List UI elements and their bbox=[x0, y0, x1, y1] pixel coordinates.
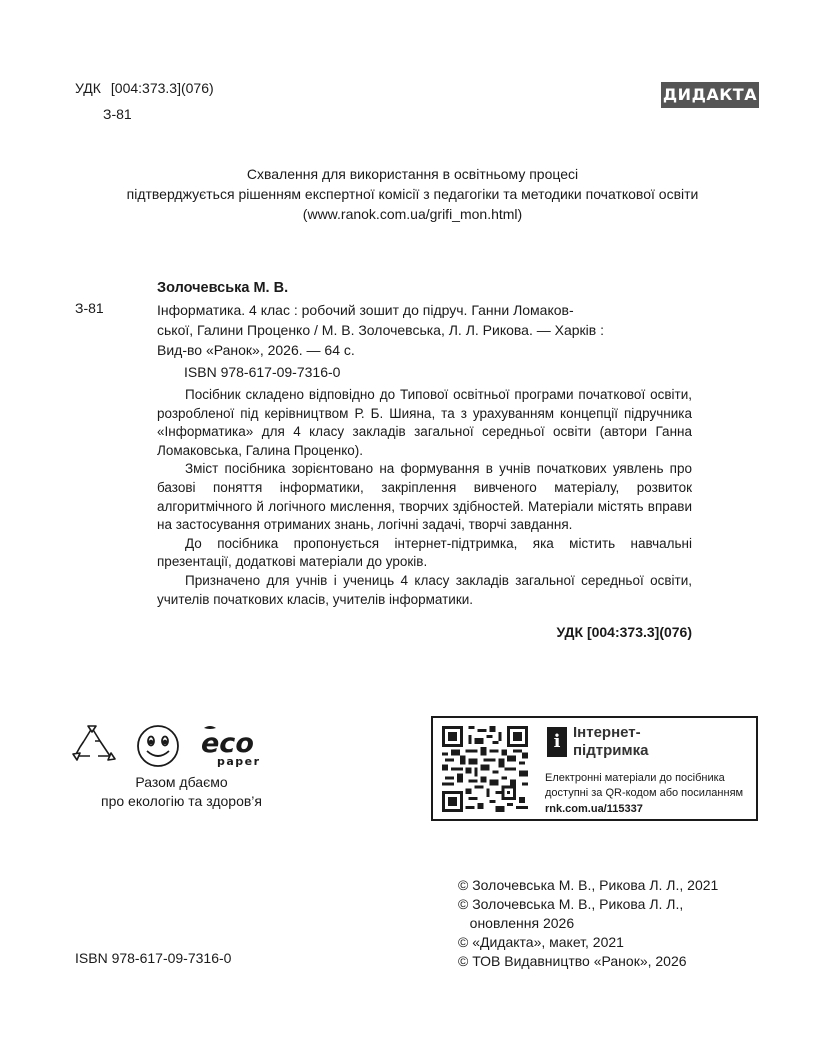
internet-support-box bbox=[431, 716, 758, 821]
recycle-icon bbox=[73, 726, 115, 760]
publisher-logo: ДИДАКТА bbox=[661, 82, 759, 108]
eco-caption bbox=[74, 773, 289, 811]
eco-caption-line: про екологію та здоров’я bbox=[100, 793, 262, 809]
qr-code[interactable] bbox=[442, 726, 528, 812]
copyright-line: © ТОВ Видавництво «Ранок», 2026 bbox=[458, 953, 687, 969]
copyright-line: оновлення 2026 bbox=[458, 915, 575, 931]
support-description bbox=[545, 771, 743, 801]
citation-line: Інформатика. 4 клас : робочий зошит до підруч. Ганни Ломаков- bbox=[157, 302, 574, 318]
eco-icons bbox=[70, 722, 290, 777]
abstract-paragraph: Зміст посібника зорієнтовано на формування в учнів початкових уявлень про базові поняття інформатики, закріплення вивченого матеріалу, розвиток алгоритмічного й логічного мислення, творчих здібностей. Матеріали містять вправи на застосування отриманих знань, логічні задачі, творчі завдання. bbox=[157, 461, 692, 533]
support-title bbox=[573, 724, 648, 760]
smiley-icon bbox=[138, 726, 178, 766]
eco-paper-logo bbox=[201, 726, 261, 768]
udk-header bbox=[75, 80, 224, 97]
abstract-paragraph: Призначено для учнів і учениць 4 класу закладів загальної середньої освіти, учителів початкових класів, учителів інформатики. bbox=[157, 572, 692, 607]
abstract bbox=[157, 386, 692, 609]
approval-line: Схвалення для використання в освітньому процесі bbox=[246, 166, 579, 182]
author-code: З-81 bbox=[103, 106, 132, 122]
support-link[interactable]: rnk.com.ua/115337 bbox=[545, 803, 643, 815]
support-title-line: Інтернет- bbox=[573, 724, 641, 741]
approval-line: (www.ranok.com.ua/grifi_mon.html) bbox=[302, 206, 523, 222]
copyright-line: © «Дидакта», макет, 2021 bbox=[458, 934, 624, 950]
citation bbox=[157, 300, 692, 360]
info-icon: i bbox=[547, 727, 567, 757]
citation-line: ської, Галини Проценко / М. В. Золочевська, Л. Л. Рикова. — Харків : bbox=[157, 322, 605, 338]
copyright-line: © Золочевська М. В., Рикова Л. Л., 2021 bbox=[458, 877, 719, 893]
support-desc-line: Електронні матеріали до посібника bbox=[545, 772, 725, 784]
copyright-block bbox=[458, 876, 718, 971]
abstract-paragraph: Посібник складено відповідно до Типової освітньої програми початкової освіти, розробленої під керівництвом Р. Б. Шияна, та з урахуванням концепції підручника «Інформатика» для 4 класу закладів загальної середньої освіти (автори Ганна Ломаковська, Галина Проценко). bbox=[157, 387, 692, 458]
abstract-paragraph: До посібника пропонується інтернет-підтримка, яка містить навчальні презентації, додаткові матеріали до уроків. bbox=[157, 535, 692, 570]
isbn-record: ISBN 978-617-09-7316-0 bbox=[184, 364, 341, 380]
approval-line: підтверджується рішенням експертної комісії з педагогіки та методики початкової освіти bbox=[126, 186, 699, 202]
bibliography-code: З-81 bbox=[75, 300, 104, 316]
udk-label: УДК bbox=[75, 80, 101, 96]
citation-line: Вид-во «Ранок», 2026. — 64 с. bbox=[157, 342, 355, 358]
udk-footer: УДК [004:373.3](076) bbox=[556, 624, 692, 640]
approval-notice bbox=[60, 164, 765, 224]
svg-text:paper: paper bbox=[217, 755, 261, 768]
udk-code: [004:373.3](076) bbox=[110, 80, 214, 96]
support-title-line: підтримка bbox=[573, 742, 649, 759]
author-name: Золочевська М. В. bbox=[157, 280, 289, 296]
copyright-line: © Золочевська М. В., Рикова Л. Л., bbox=[458, 896, 684, 912]
isbn-footer: ISBN 978-617-09-7316-0 bbox=[75, 950, 232, 966]
svg-text:eco: eco bbox=[201, 728, 254, 759]
eco-icons-graphic bbox=[70, 722, 290, 772]
support-desc-line: доступні за QR-кодом або посиланням bbox=[545, 787, 744, 799]
eco-caption-line: Разом дбаємо bbox=[135, 774, 228, 790]
